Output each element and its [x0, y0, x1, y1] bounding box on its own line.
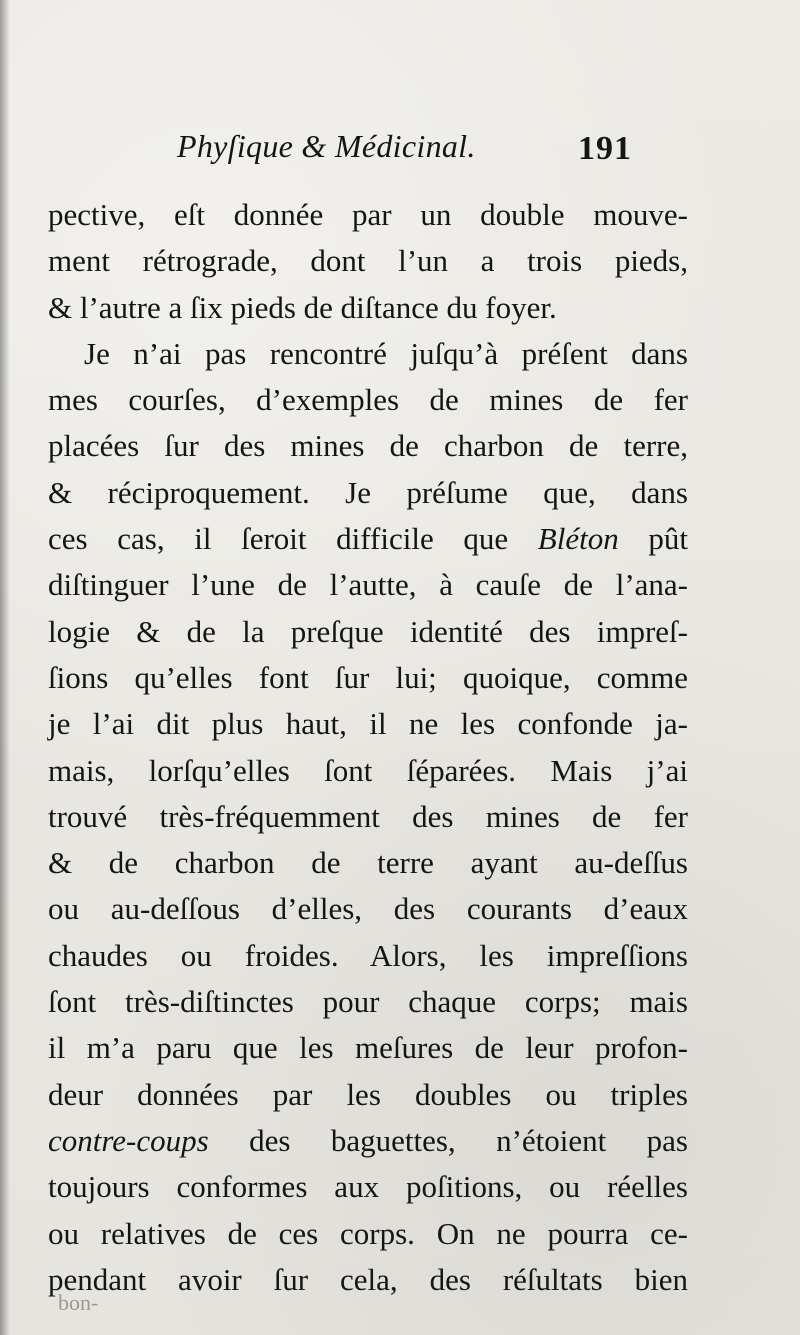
- text-segment: pût: [618, 521, 688, 557]
- text-line: ou relatives de ces corps. On ne pourra ce-: [48, 1215, 688, 1251]
- italic-name: Bléton: [537, 521, 619, 557]
- running-title: Phyſique & Médicinal.: [177, 128, 476, 164]
- text-line: [48, 516, 688, 562]
- text-line: ou au-deſſous d’elles, des courants d’eaux: [48, 891, 688, 927]
- text-line: toujours conformes aux poſitions, ou réelles: [48, 1169, 688, 1205]
- text-line: chaudes ou froides. Alors, les impreſſions: [48, 937, 688, 973]
- text-line: pendant avoir ſur cela, des réſultats bien: [48, 1261, 688, 1297]
- text-line: Je n’ai pas rencontré juſqu’à préſent dans: [84, 335, 688, 371]
- text-line: & réciproquement. Je préſume que, dans: [48, 474, 688, 510]
- text-line: & l’autre a ſix pieds de diſtance du foyer.: [48, 289, 557, 325]
- text-line: diſtinguer l’une de l’autte, à cauſe de l’ana-: [48, 567, 688, 603]
- text-line: deur données par les doubles ou triples: [48, 1076, 688, 1112]
- catchword: bon-: [58, 1290, 99, 1315]
- text-line: logie & de la preſque identité des impreſ-: [48, 613, 688, 649]
- body-text: [48, 192, 688, 1303]
- text-segment: des baguettes, n’étoient pas: [208, 1122, 688, 1158]
- page-number: 191: [578, 130, 632, 167]
- text-line: & de charbon de terre ayant au-deſſus: [48, 845, 688, 881]
- page-gutter-shadow: [0, 0, 10, 1335]
- text-segment: ces cas, il ſeroit difficile que: [48, 521, 538, 557]
- text-line: placées ſur des mines de charbon de terre,: [48, 428, 688, 464]
- text-line: ſont très-diſtinctes pour chaque corps; mais: [48, 984, 688, 1020]
- text-line: mes courſes, d’exemples de mines de fer: [48, 382, 688, 418]
- text-line: je l’ai dit plus haut, il ne les confonde ja-: [48, 706, 688, 742]
- italic-term: contre-coups: [48, 1122, 209, 1158]
- text-line: trouvé très-fréquemment des mines de fer: [48, 798, 688, 834]
- text-line: pective, eſt donnée par un double mouve-: [48, 197, 688, 232]
- text-line: [48, 1118, 688, 1164]
- text-line: ment rétrograde, dont l’un a trois pieds,: [48, 243, 688, 279]
- text-line: il m’a paru que les meſures de leur profon-: [48, 1030, 688, 1066]
- text-line: mais, lorſqu’elles ſont ſéparées. Mais j’ai: [48, 752, 688, 788]
- text-line: ſions qu’elles font ſur lui; quoique, comme: [48, 659, 688, 695]
- page-header: [0, 122, 800, 172]
